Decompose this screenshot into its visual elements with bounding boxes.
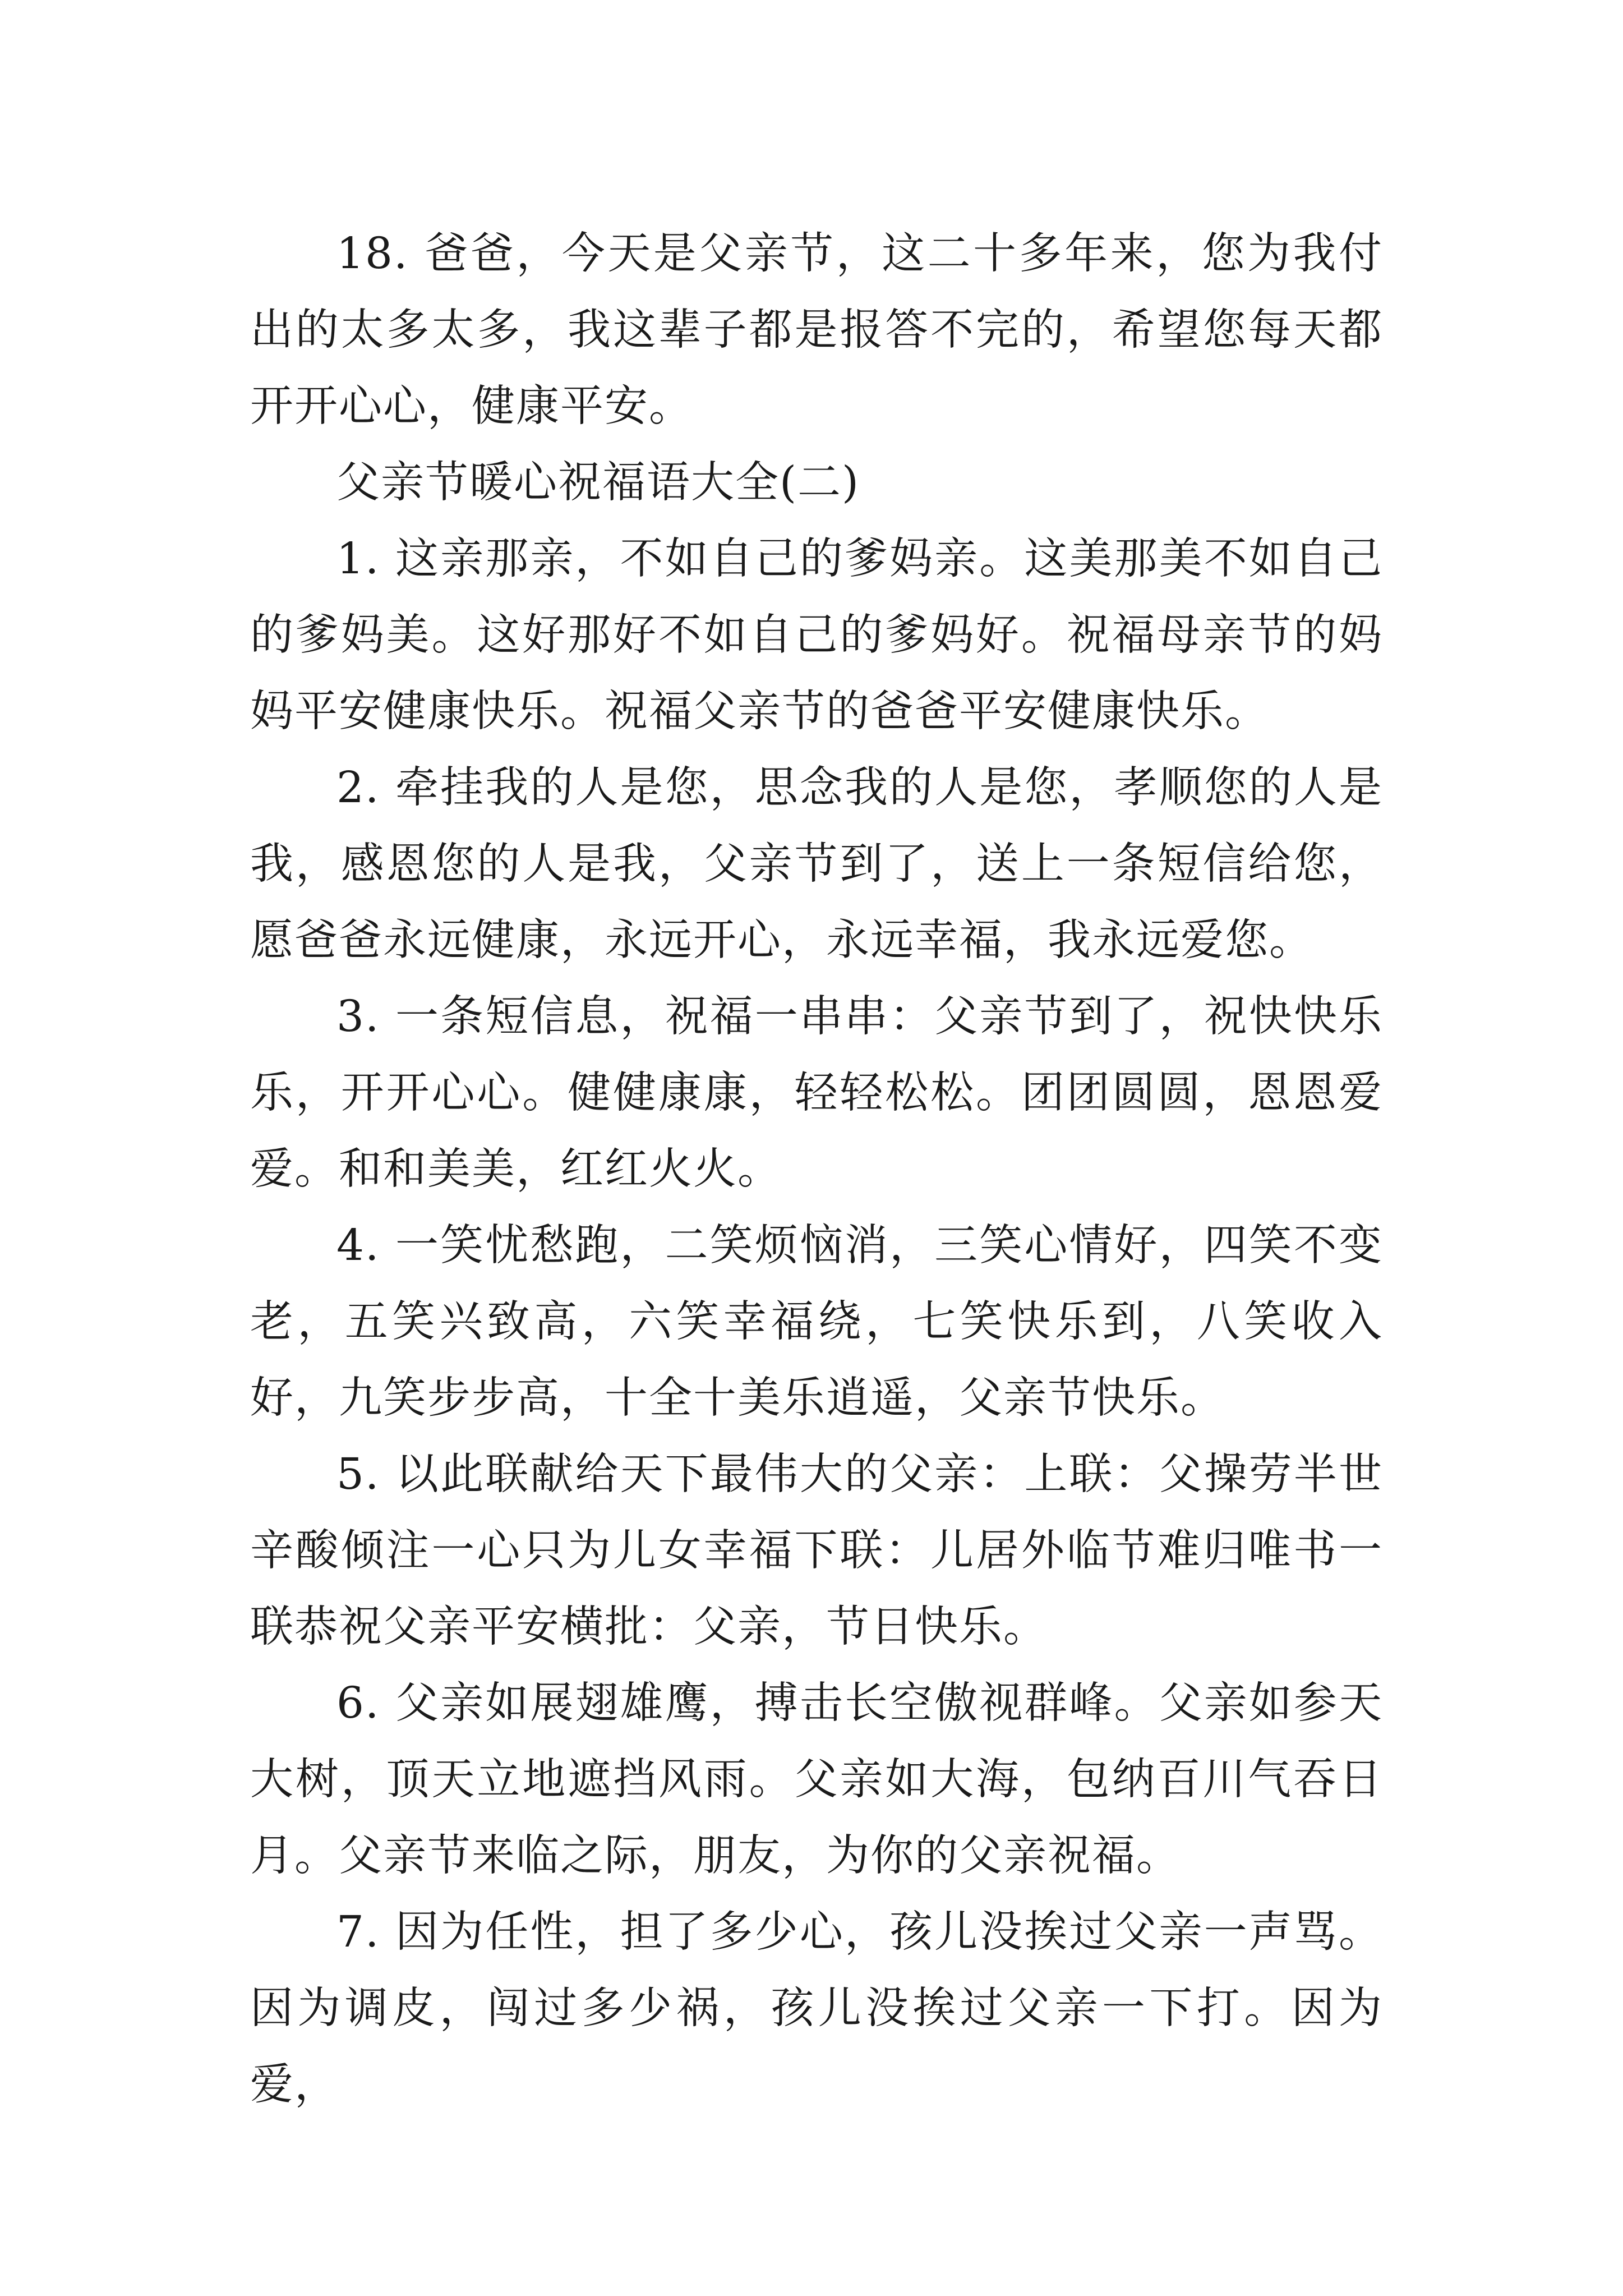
paragraph-item-7: 7. 因为任性，担了多少心，孩儿没挨过父亲一声骂。因为调皮，闯过多少祸，孩儿没挨过父亲一下打。因为爱， <box>250 1907 1383 2110</box>
paragraph-item-3: 3. 一条短信息，祝福一串串：父亲节到了，祝快快乐乐，开开心心。健健康康，轻轻松松。团团圆圆，恩恩爱爱。和和美美，红红火火。 <box>250 992 1383 1194</box>
paragraph-item-1: 1. 这亲那亲，不如自己的爹妈亲。这美那美不如自己的爹妈美。这好那好不如自己的爹妈好。祝福母亲节的妈妈平安健康快乐。祝福父亲节的爸爸平安健康快乐。 <box>250 534 1383 737</box>
paragraph-item-6: 6. 父亲如展翅雄鹰，搏击长空傲视群峰。父亲如参天大树，顶天立地遮挡风雨。父亲如大海，包纳百川气吞日月。父亲节来临之际，朋友，为你的父亲祝福。 <box>250 1678 1383 1881</box>
paragraph-item-2: 2. 牵挂我的人是您，思念我的人是您，孝顺您的人是我，感恩您的人是我，父亲节到了，送上一条短信给您，愿爸爸永远健康，永远开心，永远幸福，我永远爱您。 <box>250 763 1383 965</box>
paragraph-item-4: 4. 一笑忧愁跑，二笑烦恼消，三笑心情好，四笑不变老，五笑兴致高，六笑幸福绕，七笑快乐到，八笑收入好，九笑步步高，十全十美乐逍遥，父亲节快乐。 <box>250 1221 1383 1423</box>
paragraph-item-18: 18. 爸爸，今天是父亲节，这二十多年来，您为我付出的太多太多，我这辈子都是报答不完的，希望您每天都开开心心，健康平安。 <box>250 229 1383 431</box>
document-body <box>250 216 1383 2123</box>
section-heading: 父亲节暖心祝福语大全(二) <box>336 458 860 508</box>
paragraph-item-5: 5. 以此联献给天下最伟大的父亲：上联：父操劳半世辛酸倾注一心只为儿女幸福下联：儿居外临节难归唯书一联恭祝父亲平安横批：父亲，节日快乐。 <box>250 1450 1383 1652</box>
